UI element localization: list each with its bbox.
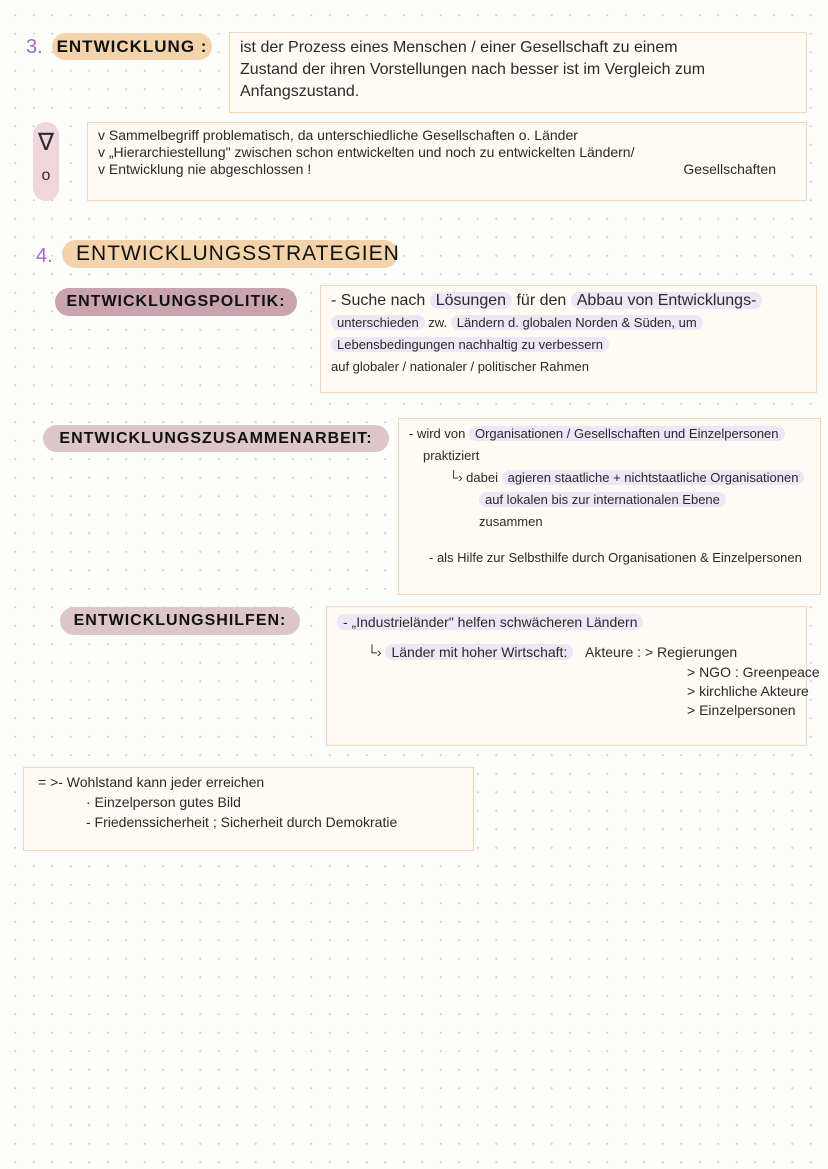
text: zw. bbox=[428, 315, 448, 330]
text: > Regierungen bbox=[644, 644, 738, 660]
highlight: Lösungen bbox=[430, 292, 512, 309]
summary-box bbox=[23, 767, 474, 851]
highlight: Abbau von Entwicklungs- bbox=[571, 292, 763, 309]
text: - wird von bbox=[409, 426, 466, 441]
text-line: v Sammelbegriff problematisch, da unterschiedliche Gesellschaften o. Länder bbox=[98, 127, 578, 143]
text-line: - Friedenssicherheit ; Sicherheit durch Demokratie bbox=[86, 814, 398, 830]
circle-icon: o bbox=[41, 167, 51, 184]
label-zusammenarbeit: ENTWICKLUNGSZUSAMMENARBEIT: bbox=[43, 425, 389, 452]
zusammenarbeit-box bbox=[398, 418, 821, 595]
text: für den bbox=[516, 292, 567, 309]
text-line: · Einzelperson gutes Bild bbox=[86, 794, 241, 810]
text-line: Zustand der ihren Vorstellungen nach besser ist im Vergleich zum bbox=[240, 61, 706, 78]
text-line: praktiziert bbox=[423, 448, 480, 463]
text-line: zusammen bbox=[479, 514, 543, 529]
highlight: agieren staatliche + nichtstaatliche Organisationen bbox=[502, 470, 805, 485]
text-line: Gesellschaften bbox=[683, 161, 776, 177]
heading-strategien: ENTWICKLUNGSSTRATEGIEN bbox=[62, 240, 398, 268]
highlight: Ländern d. globalen Norden & Süden, um bbox=[451, 315, 703, 330]
highlight: auf lokalen bis zur internationalen Ebene bbox=[479, 492, 726, 507]
label-hilfen: ENTWICKLUNGSHILFEN: bbox=[60, 607, 300, 635]
text-line: v Entwicklung nie abgeschlossen ! bbox=[98, 161, 312, 177]
text: Akteure : bbox=[585, 644, 642, 660]
triangle-icon: ∇ bbox=[37, 129, 55, 156]
highlight: unterschieden bbox=[331, 315, 425, 330]
critique-marker bbox=[33, 122, 59, 201]
section-number: 3. bbox=[26, 36, 43, 58]
text-line: - als Hilfe zur Selbsthilfe durch Organisationen & Einzelpersonen bbox=[429, 550, 802, 565]
text: - Suche nach bbox=[331, 292, 426, 309]
heading-entwicklung: ENTWICKLUNG : bbox=[52, 33, 212, 60]
text-line: = >- Wohlstand kann jeder erreichen bbox=[38, 774, 265, 790]
label-politik: ENTWICKLUNGSPOLITIK: bbox=[55, 288, 297, 316]
highlight: Länder mit hoher Wirtschaft: bbox=[385, 644, 573, 660]
text-line: Anfangszustand. bbox=[240, 83, 360, 100]
highlight: Lebensbedingungen nachhaltig zu verbessern bbox=[331, 337, 609, 352]
text-line: > kirchliche Akteure bbox=[687, 683, 809, 699]
hilfen-box bbox=[326, 606, 820, 746]
politik-box bbox=[320, 285, 817, 393]
text-line: v „Hierarchiestellung" zwischen schon entwickelten und noch zu entwickelten Ländern/ bbox=[98, 144, 635, 160]
text-line: > NGO : Greenpeace bbox=[687, 664, 820, 680]
arrow-icon: └› bbox=[367, 644, 382, 660]
text-line: > Einzelpersonen bbox=[687, 702, 796, 718]
highlight: Organisationen / Gesellschaften und Einzelpersonen bbox=[469, 426, 785, 441]
text: └› dabei bbox=[449, 470, 498, 485]
definition-box bbox=[229, 32, 807, 113]
text-line: ist der Prozess eines Menschen / einer Gesellschaft zu einem bbox=[240, 39, 678, 56]
highlight: - „Industrieländer" helfen schwächeren Ländern bbox=[337, 614, 643, 630]
text-line: auf globaler / nationaler / politischer Rahmen bbox=[331, 359, 589, 374]
section-number: 4. bbox=[36, 245, 53, 267]
critique-box bbox=[87, 122, 807, 201]
